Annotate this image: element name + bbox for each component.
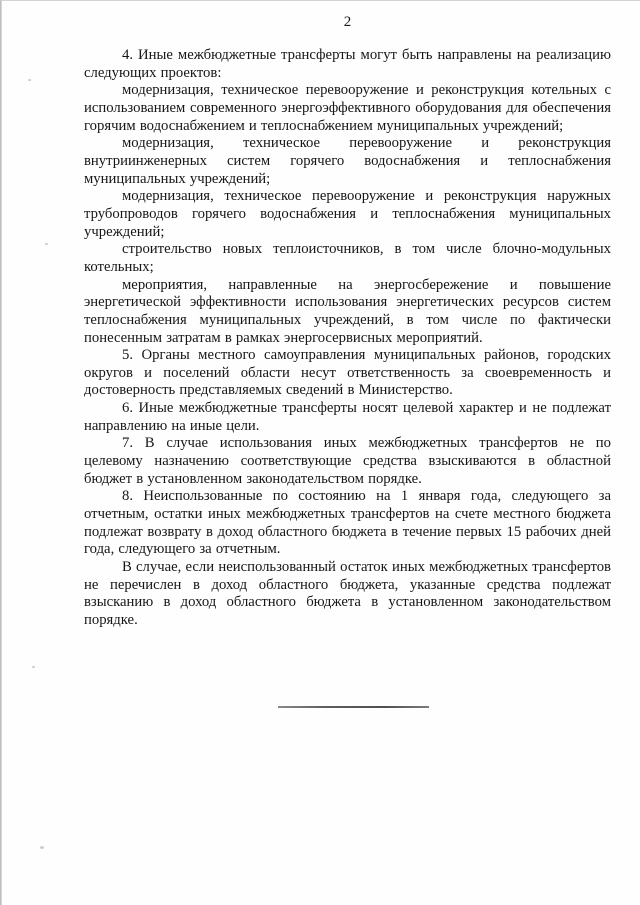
paragraph-4-intro: 4. Иные межбюджетные трансферты могут быть направлены на реализацию следующих проектов: [84, 47, 611, 81]
scan-speck [40, 846, 44, 849]
paragraph-project-boilers: модернизация, техническое перевооружение и реконструкция котельных с использованием современного энергоэффективного оборудования для обеспечения горячим водоснабжением и теплоснабжением муниципальных учреждений; [84, 82, 611, 134]
scan-speck [28, 79, 31, 81]
paragraph-project-internal-systems: модернизация, техническое перевооружение и реконструкция внутриинженерных систем горячего водоснабжения и теплоснабжения муниципальных учреждений; [84, 135, 611, 187]
document-body [84, 47, 611, 630]
end-of-document-separator-line [278, 706, 429, 708]
scan-edge-left [0, 0, 2, 905]
scan-speck [32, 666, 35, 668]
page-number: 2 [343, 14, 352, 30]
paragraph-project-new-heat-sources: строительство новых теплоисточников, в том числе блочно-модульных котельных; [84, 241, 611, 275]
paragraph-8-unused-balance: 8. Неиспользованные по состоянию на 1 января года, следующего за отчетным, остатки иных межбюджетных трансфертов на счете местного бюджета подлежат возврату в доход областного бюджета в течение первых 15 рабочих дней года, следующего за отчетным. [84, 488, 611, 558]
paragraph-7-misuse: 7. В случае использования иных межбюджетных трансфертов не по целевому назначению соответствующие средства взыскиваются в областной бюджет в установленном законодательством порядке. [84, 435, 611, 487]
scan-edge-top [0, 0, 640, 1]
paragraph-recovery: В случае, если неиспользованный остаток иных межбюджетных трансфертов не перечислен в доход областного бюджета, указанные средства подлежат взысканию в доход областного бюджета в установленном законодательством порядке. [84, 559, 611, 628]
paragraph-6-target-nature: 6. Иные межбюджетные трансферты носят целевой характер и не подлежат направлению на иные цели. [84, 400, 611, 434]
paragraph-5-responsibility: 5. Органы местного самоуправления муниципальных районов, городских округов и поселений области несут ответственность за своевременность и достоверность представляемых сведений в Министерство. [84, 347, 611, 399]
paragraph-project-energy-saving: мероприятия, направленные на энергосбережение и повышение энергетической эффективности использования энергетических ресурсов систем теплоснабжения муниципальных учреждений, в том числе по фактически понесенным затратам в рамках энергосервисных мероприятий. [84, 276, 611, 346]
scan-speck [45, 243, 48, 245]
paragraph-project-external-pipelines: модернизация, техническое перевооружение и реконструкция наружных трубопроводов горячего водоснабжения и теплоснабжения муниципальных учреждений; [84, 188, 611, 240]
